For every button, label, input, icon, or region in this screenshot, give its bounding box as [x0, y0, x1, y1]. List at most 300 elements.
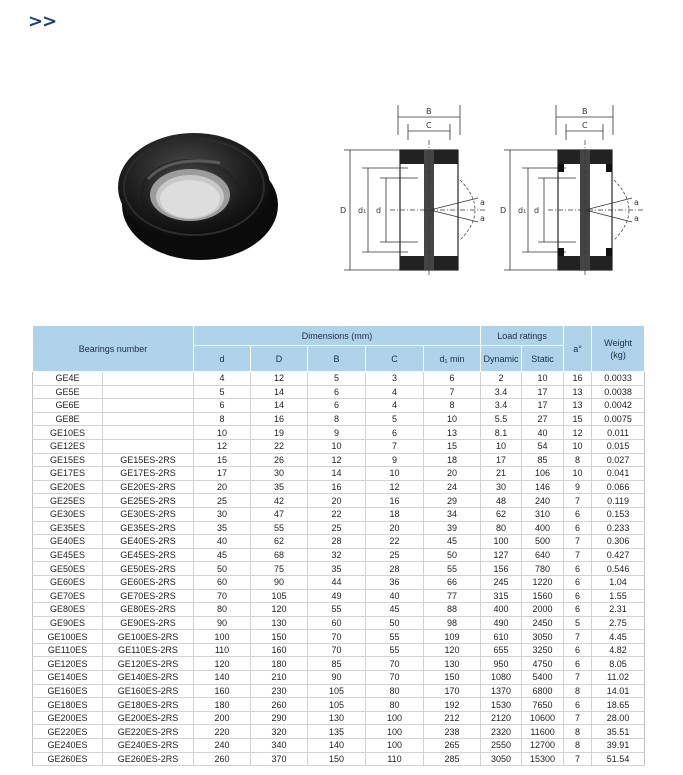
cell-static: 6800 [522, 684, 564, 698]
cell-d1-min: 130 [424, 657, 481, 671]
label-a: a [634, 198, 639, 207]
cell-C: 100 [366, 711, 424, 725]
cell-B: 5 [308, 372, 366, 386]
cell-bearing-e: GE25ES [33, 494, 103, 508]
cell-bearing-e: GE15ES [33, 453, 103, 467]
cell-d1-min: 212 [424, 711, 481, 725]
cell-static: 40 [522, 426, 564, 440]
cell-B: 28 [308, 535, 366, 549]
header-B: B [308, 346, 366, 372]
cell-d1-min: 7 [424, 385, 481, 399]
table-row [33, 562, 645, 576]
cell-weight: 35.51 [592, 725, 645, 739]
cell-dynamic: 2 [481, 372, 522, 386]
cell-dynamic: 490 [481, 616, 522, 630]
cell-d1-min: 66 [424, 575, 481, 589]
cell-d: 25 [194, 494, 251, 508]
cell-static: 54 [522, 439, 564, 453]
cell-static: 780 [522, 562, 564, 576]
bearing-photo [110, 115, 285, 275]
cell-d1-min: 192 [424, 698, 481, 712]
cell-alpha: 7 [564, 535, 592, 549]
cell-d1-min: 29 [424, 494, 481, 508]
header-bearings-number: Bearings number [33, 326, 194, 372]
table-row [33, 439, 645, 453]
cell-d1-min: 39 [424, 521, 481, 535]
table-row [33, 671, 645, 685]
bearing-section-diagram-e [330, 100, 495, 280]
cell-D: 62 [251, 535, 308, 549]
spec-table-body [33, 372, 645, 766]
cell-D: 290 [251, 711, 308, 725]
cell-B: 9 [308, 426, 366, 440]
cell-B: 25 [308, 521, 366, 535]
cell-d: 240 [194, 739, 251, 753]
cell-C: 5 [366, 412, 424, 426]
cell-bearing-2rs: GE45ES-2RS [103, 548, 194, 562]
cell-D: 26 [251, 453, 308, 467]
cell-B: 55 [308, 603, 366, 617]
label-a: a [480, 214, 485, 223]
cell-bearing-2rs: GE240ES-2RS [103, 739, 194, 753]
cell-dynamic: 21 [481, 467, 522, 481]
cell-C: 100 [366, 725, 424, 739]
cell-weight: 2.31 [592, 603, 645, 617]
cell-d: 60 [194, 575, 251, 589]
cell-bearing-e: GE80ES [33, 603, 103, 617]
cell-d1-min: 18 [424, 453, 481, 467]
header-alpha: a° [564, 326, 592, 372]
cell-B: 22 [308, 507, 366, 521]
cell-bearing-e: GE200ES [33, 711, 103, 725]
cell-alpha: 6 [564, 521, 592, 535]
cell-d1-min: 120 [424, 643, 481, 657]
cell-C: 70 [366, 657, 424, 671]
cell-D: 150 [251, 630, 308, 644]
cell-D: 230 [251, 684, 308, 698]
cell-dynamic: 3050 [481, 752, 522, 766]
cell-D: 340 [251, 739, 308, 753]
cell-D: 130 [251, 616, 308, 630]
cell-weight: 1.55 [592, 589, 645, 603]
cell-B: 140 [308, 739, 366, 753]
header-weight: Weight (kg) [592, 326, 645, 372]
cell-bearing-e: GE20ES [33, 480, 103, 494]
cell-d: 220 [194, 725, 251, 739]
table-row [33, 412, 645, 426]
cell-d1-min: 13 [424, 426, 481, 440]
cell-weight: 0.546 [592, 562, 645, 576]
cell-static: 640 [522, 548, 564, 562]
cell-C: 9 [366, 453, 424, 467]
bearing-section-diagram-2rs [498, 100, 663, 280]
cell-dynamic: 3.4 [481, 385, 522, 399]
table-row [33, 372, 645, 386]
cell-C: 50 [366, 616, 424, 630]
cell-bearing-2rs: GE80ES-2RS [103, 603, 194, 617]
cell-weight: 0.233 [592, 521, 645, 535]
cell-d: 45 [194, 548, 251, 562]
cell-weight: 0.015 [592, 439, 645, 453]
cell-bearing-2rs: GE200ES-2RS [103, 711, 194, 725]
cell-static: 10600 [522, 711, 564, 725]
cell-dynamic: 315 [481, 589, 522, 603]
cell-C: 3 [366, 372, 424, 386]
cell-D: 180 [251, 657, 308, 671]
cell-weight: 0.0038 [592, 385, 645, 399]
cell-d1-min: 10 [424, 412, 481, 426]
cell-alpha: 6 [564, 507, 592, 521]
label-d: d [534, 206, 540, 215]
cell-bearing-e: GE160ES [33, 684, 103, 698]
table-row [33, 630, 645, 644]
cell-B: 135 [308, 725, 366, 739]
cell-d1-min: 15 [424, 439, 481, 453]
cell-alpha: 7 [564, 752, 592, 766]
header-static: Static [522, 346, 564, 372]
cell-d: 140 [194, 671, 251, 685]
cell-bearing-2rs: GE40ES-2RS [103, 535, 194, 549]
cell-B: 32 [308, 548, 366, 562]
label-a: a [634, 214, 639, 223]
cell-weight: 0.0042 [592, 399, 645, 413]
cell-alpha: 7 [564, 711, 592, 725]
table-row [33, 453, 645, 467]
cell-C: 45 [366, 603, 424, 617]
cell-B: 70 [308, 630, 366, 644]
cell-d1-min: 45 [424, 535, 481, 549]
cell-bearing-2rs: GE140ES-2RS [103, 671, 194, 685]
table-row [33, 426, 645, 440]
cell-B: 105 [308, 698, 366, 712]
cell-weight: 0.027 [592, 453, 645, 467]
cell-d1-min: 88 [424, 603, 481, 617]
cell-static: 11600 [522, 725, 564, 739]
cell-static: 85 [522, 453, 564, 467]
cell-static: 15300 [522, 752, 564, 766]
cell-alpha: 13 [564, 385, 592, 399]
table-row [33, 548, 645, 562]
cell-bearing-2rs: GE90ES-2RS [103, 616, 194, 630]
cell-dynamic: 8.1 [481, 426, 522, 440]
label-a: a [480, 198, 485, 207]
cell-d: 110 [194, 643, 251, 657]
cell-C: 4 [366, 385, 424, 399]
label-C: C [582, 121, 588, 130]
cell-bearing-2rs [103, 399, 194, 413]
cell-bearing-2rs [103, 372, 194, 386]
cell-weight: 0.066 [592, 480, 645, 494]
cell-weight: 14.01 [592, 684, 645, 698]
cell-D: 14 [251, 385, 308, 399]
cell-dynamic: 30 [481, 480, 522, 494]
cell-C: 55 [366, 643, 424, 657]
cell-D: 47 [251, 507, 308, 521]
cell-bearing-2rs: GE35ES-2RS [103, 521, 194, 535]
table-row [33, 643, 645, 657]
table-row [33, 385, 645, 399]
cell-dynamic: 48 [481, 494, 522, 508]
cell-alpha: 12 [564, 426, 592, 440]
cell-bearing-e: GE180ES [33, 698, 103, 712]
header-d: d [194, 346, 251, 372]
table-row [33, 494, 645, 508]
cell-D: 90 [251, 575, 308, 589]
cell-weight: 11.02 [592, 671, 645, 685]
cell-bearing-e: GE70ES [33, 589, 103, 603]
cell-bearing-e: GE30ES [33, 507, 103, 521]
cell-C: 25 [366, 548, 424, 562]
cell-static: 10 [522, 372, 564, 386]
cell-weight: 0.0075 [592, 412, 645, 426]
cell-d1-min: 50 [424, 548, 481, 562]
cell-C: 16 [366, 494, 424, 508]
header-dimensions: Dimensions (mm) [194, 326, 481, 346]
cell-alpha: 5 [564, 616, 592, 630]
cell-static: 7650 [522, 698, 564, 712]
cell-d: 10 [194, 426, 251, 440]
cell-B: 8 [308, 412, 366, 426]
cell-bearing-2rs: GE70ES-2RS [103, 589, 194, 603]
cell-D: 22 [251, 439, 308, 453]
cell-dynamic: 100 [481, 535, 522, 549]
cell-dynamic: 127 [481, 548, 522, 562]
cell-C: 20 [366, 521, 424, 535]
cell-dynamic: 950 [481, 657, 522, 671]
cell-weight: 2.75 [592, 616, 645, 630]
cell-C: 36 [366, 575, 424, 589]
cell-d: 15 [194, 453, 251, 467]
label-B: B [582, 107, 588, 116]
cell-dynamic: 17 [481, 453, 522, 467]
cell-D: 19 [251, 426, 308, 440]
cell-bearing-e: GE110ES [33, 643, 103, 657]
cell-static: 310 [522, 507, 564, 521]
cell-d: 100 [194, 630, 251, 644]
cell-d: 8 [194, 412, 251, 426]
cell-d: 200 [194, 711, 251, 725]
cell-static: 3250 [522, 643, 564, 657]
cell-bearing-e: GE17ES [33, 467, 103, 481]
table-row [33, 684, 645, 698]
cell-static: 1220 [522, 575, 564, 589]
cell-C: 6 [366, 426, 424, 440]
cell-B: 14 [308, 467, 366, 481]
cell-dynamic: 1530 [481, 698, 522, 712]
cell-D: 16 [251, 412, 308, 426]
cell-weight: 28.00 [592, 711, 645, 725]
cell-alpha: 6 [564, 603, 592, 617]
cell-dynamic: 156 [481, 562, 522, 576]
cell-bearing-2rs: GE120ES-2RS [103, 657, 194, 671]
cell-bearing-e: GE220ES [33, 725, 103, 739]
cell-bearing-e: GE240ES [33, 739, 103, 753]
label-d1: d₁ [358, 206, 367, 215]
cell-bearing-2rs: GE30ES-2RS [103, 507, 194, 521]
table-row [33, 711, 645, 725]
cell-dynamic: 10 [481, 439, 522, 453]
cell-d1-min: 285 [424, 752, 481, 766]
cell-C: 28 [366, 562, 424, 576]
cell-weight: 1.04 [592, 575, 645, 589]
cell-D: 120 [251, 603, 308, 617]
cell-d1-min: 77 [424, 589, 481, 603]
table-row [33, 575, 645, 589]
cell-d1-min: 6 [424, 372, 481, 386]
cell-B: 150 [308, 752, 366, 766]
cell-B: 6 [308, 385, 366, 399]
cell-static: 1560 [522, 589, 564, 603]
cell-alpha: 7 [564, 494, 592, 508]
cell-C: 100 [366, 739, 424, 753]
cell-dynamic: 610 [481, 630, 522, 644]
cell-alpha: 7 [564, 630, 592, 644]
cell-bearing-2rs: GE25ES-2RS [103, 494, 194, 508]
cell-bearing-2rs: GE15ES-2RS [103, 453, 194, 467]
cell-alpha: 15 [564, 412, 592, 426]
cell-weight: 0.0033 [592, 372, 645, 386]
cell-weight: 4.45 [592, 630, 645, 644]
cell-bearing-e: GE260ES [33, 752, 103, 766]
cell-bearing-2rs: GE50ES-2RS [103, 562, 194, 576]
cell-dynamic: 3.4 [481, 399, 522, 413]
cell-static: 146 [522, 480, 564, 494]
cell-weight: 0.119 [592, 494, 645, 508]
cell-dynamic: 655 [481, 643, 522, 657]
cell-alpha: 8 [564, 453, 592, 467]
header-load-ratings: Load ratings [481, 326, 564, 346]
cell-bearing-e: GE40ES [33, 535, 103, 549]
cell-bearing-e: GE90ES [33, 616, 103, 630]
table-row [33, 507, 645, 521]
cell-d: 80 [194, 603, 251, 617]
cell-d: 17 [194, 467, 251, 481]
label-d1: d₁ [518, 206, 527, 215]
cell-d: 70 [194, 589, 251, 603]
cell-d1-min: 238 [424, 725, 481, 739]
cell-weight: 51.54 [592, 752, 645, 766]
cell-weight: 0.041 [592, 467, 645, 481]
cell-d1-min: 34 [424, 507, 481, 521]
cell-alpha: 6 [564, 657, 592, 671]
cell-weight: 0.153 [592, 507, 645, 521]
cell-C: 80 [366, 698, 424, 712]
cell-d: 180 [194, 698, 251, 712]
cell-D: 42 [251, 494, 308, 508]
cell-D: 12 [251, 372, 308, 386]
cell-bearing-2rs: GE20ES-2RS [103, 480, 194, 494]
cell-static: 27 [522, 412, 564, 426]
cell-d1-min: 150 [424, 671, 481, 685]
cell-C: 10 [366, 467, 424, 481]
cell-static: 106 [522, 467, 564, 481]
cell-static: 240 [522, 494, 564, 508]
section-chevron: >> [28, 11, 57, 32]
cell-bearing-e: GE60ES [33, 575, 103, 589]
cell-bearing-e: GE10ES [33, 426, 103, 440]
cell-d1-min: 98 [424, 616, 481, 630]
cell-C: 18 [366, 507, 424, 521]
cell-D: 30 [251, 467, 308, 481]
cell-bearing-2rs [103, 439, 194, 453]
cell-D: 68 [251, 548, 308, 562]
cell-d: 120 [194, 657, 251, 671]
cell-d1-min: 8 [424, 399, 481, 413]
cell-bearing-2rs: GE220ES-2RS [103, 725, 194, 739]
cell-static: 17 [522, 399, 564, 413]
cell-weight: 8.05 [592, 657, 645, 671]
cell-alpha: 7 [564, 548, 592, 562]
cell-d: 6 [194, 399, 251, 413]
cell-D: 370 [251, 752, 308, 766]
cell-bearing-e: GE50ES [33, 562, 103, 576]
cell-dynamic: 62 [481, 507, 522, 521]
cell-static: 12700 [522, 739, 564, 753]
cell-C: 70 [366, 671, 424, 685]
cell-B: 85 [308, 657, 366, 671]
header-dynamic: Dynamic [481, 346, 522, 372]
cell-bearing-2rs: GE160ES-2RS [103, 684, 194, 698]
cell-alpha: 8 [564, 725, 592, 739]
cell-static: 400 [522, 521, 564, 535]
cell-B: 105 [308, 684, 366, 698]
cell-d1-min: 265 [424, 739, 481, 753]
cell-D: 14 [251, 399, 308, 413]
cell-weight: 18.65 [592, 698, 645, 712]
table-row [33, 480, 645, 494]
cell-d: 30 [194, 507, 251, 521]
cell-weight: 39.91 [592, 739, 645, 753]
cell-bearing-2rs [103, 412, 194, 426]
table-row [33, 725, 645, 739]
cell-C: 12 [366, 480, 424, 494]
cell-alpha: 8 [564, 739, 592, 753]
cell-C: 40 [366, 589, 424, 603]
table-row [33, 467, 645, 481]
cell-bearing-e: GE120ES [33, 657, 103, 671]
cell-bearing-2rs: GE60ES-2RS [103, 575, 194, 589]
cell-weight: 0.306 [592, 535, 645, 549]
cell-dynamic: 1370 [481, 684, 522, 698]
cell-B: 12 [308, 453, 366, 467]
cell-d: 4 [194, 372, 251, 386]
cell-alpha: 6 [564, 643, 592, 657]
cell-alpha: 9 [564, 480, 592, 494]
cell-weight: 4.82 [592, 643, 645, 657]
cell-alpha: 6 [564, 698, 592, 712]
cell-alpha: 7 [564, 671, 592, 685]
label-D: D [500, 206, 507, 215]
cell-alpha: 10 [564, 467, 592, 481]
cell-alpha: 6 [564, 575, 592, 589]
cell-B: 130 [308, 711, 366, 725]
cell-bearing-e: GE12ES [33, 439, 103, 453]
cell-d: 40 [194, 535, 251, 549]
cell-D: 75 [251, 562, 308, 576]
cell-bearing-2rs: GE110ES-2RS [103, 643, 194, 657]
cell-bearing-e: GE100ES [33, 630, 103, 644]
table-row [33, 399, 645, 413]
cell-C: 55 [366, 630, 424, 644]
cell-d: 260 [194, 752, 251, 766]
cell-B: 20 [308, 494, 366, 508]
cell-B: 49 [308, 589, 366, 603]
cell-dynamic: 245 [481, 575, 522, 589]
cell-dynamic: 2550 [481, 739, 522, 753]
cell-bearing-2rs: GE17ES-2RS [103, 467, 194, 481]
header-D: D [251, 346, 308, 372]
cell-bearing-2rs [103, 385, 194, 399]
